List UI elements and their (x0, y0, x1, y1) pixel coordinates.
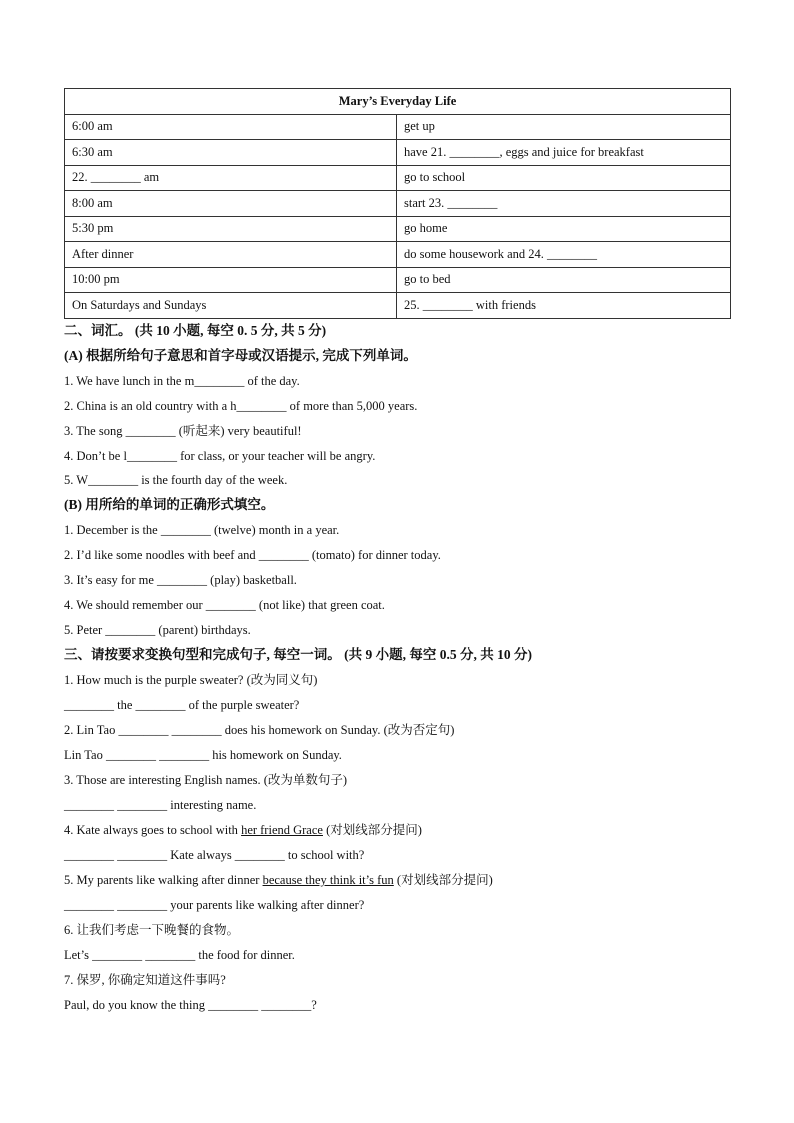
activity-cell: have 21. ________, eggs and juice for breakfast (397, 140, 731, 166)
question-line: 1. How much is the purple sweater? (改为同义句) (64, 673, 318, 687)
time-cell: After dinner (65, 242, 397, 268)
section-2-heading: 二、词汇。 (共 10 小题, 每空 0. 5 分, 共 5 分) (64, 323, 327, 338)
activity-cell: do some housework and 24. ________ (397, 242, 731, 268)
answer-line: ________ the ________ of the purple sweater? (64, 698, 300, 712)
question-text: 5. My parents like walking after dinner (64, 873, 263, 887)
underlined-phrase: her friend Grace (241, 823, 323, 837)
schedule-table (64, 88, 731, 319)
activity-cell: go home (397, 216, 731, 242)
time-cell: On Saturdays and Sundays (65, 293, 397, 319)
question-line (64, 872, 493, 888)
underlined-phrase: because they think it’s fun (262, 873, 394, 887)
time-cell: 5:30 pm (65, 216, 397, 242)
instruction-text: (对划线部分提问) (393, 873, 493, 887)
activity-cell: 25. ________ with friends (397, 293, 731, 319)
question-line: 2. China is an old country with a h________ of more than 5,000 years. (64, 399, 418, 413)
part-b-title: (B) 用所给的单词的正确形式填空。 (64, 497, 275, 512)
table-row (65, 267, 731, 293)
question-line: 6. 让我们考虑一下晚餐的食物。 (64, 923, 240, 937)
activity-cell: go to school (397, 165, 731, 191)
time-cell: 10:00 pm (65, 267, 397, 293)
table-row (65, 114, 731, 140)
answer-line: Paul, do you know the thing ________ ________? (64, 998, 317, 1012)
table-row (65, 216, 731, 242)
question-line: 7. 保罗, 你确定知道这件事吗? (64, 973, 226, 987)
question-line: 1. We have lunch in the m________ of the day. (64, 374, 300, 388)
question-line: 2. I’d like some noodles with beef and ________ (tomato) for dinner today. (64, 548, 441, 562)
table-row (65, 293, 731, 319)
time-cell: 22. ________ am (65, 165, 397, 191)
activity-cell: get up (397, 114, 731, 140)
answer-line: ________ ________ your parents like walking after dinner? (64, 898, 365, 912)
question-line: 4. Don’t be l________ for class, or your teacher will be angry. (64, 449, 376, 463)
table-row (65, 242, 731, 268)
instruction-text: (对划线部分提问) (322, 823, 422, 837)
table-row (65, 140, 731, 166)
answer-line: ________ ________ Kate always ________ to school with? (64, 848, 365, 862)
question-line: 2. Lin Tao ________ ________ does his homework on Sunday. (改为否定句) (64, 723, 455, 737)
table-row (65, 191, 731, 217)
question-line: 3. Those are interesting English names. (改为单数句子) (64, 773, 348, 787)
table-header-row (65, 89, 731, 115)
activity-cell: go to bed (397, 267, 731, 293)
section-3-heading: 三、请按要求变换句型和完成句子, 每空一词。 (共 9 小题, 每空 0.5 分, 共 10 分) (64, 647, 532, 662)
question-line: 5. Peter ________ (parent) birthdays. (64, 623, 251, 637)
time-cell: 8:00 am (65, 191, 397, 217)
answer-line: ________ ________ interesting name. (64, 798, 257, 812)
question-line: 1. December is the ________ (twelve) month in a year. (64, 523, 340, 537)
table-row (65, 165, 731, 191)
activity-cell: start 23. ________ (397, 191, 731, 217)
answer-line: Let’s ________ ________ the food for dinner. (64, 948, 295, 962)
question-line: 3. The song ________ (听起来) very beautiful! (64, 424, 302, 438)
question-line: 4. We should remember our ________ (not like) that green coat. (64, 598, 385, 612)
question-line: 3. It’s easy for me ________ (play) basketball. (64, 573, 297, 587)
question-line: 5. W________ is the fourth day of the week. (64, 473, 288, 487)
question-text: 4. Kate always goes to school with (64, 823, 242, 837)
part-a-title: (A) 根据所给句子意思和首字母或汉语提示, 完成下列单词。 (64, 348, 417, 363)
question-line (64, 822, 422, 838)
answer-line: Lin Tao ________ ________ his homework on Sunday. (64, 748, 342, 762)
table-title: Mary’s Everyday Life (65, 89, 731, 115)
time-cell: 6:30 am (65, 140, 397, 166)
time-cell: 6:00 am (65, 114, 397, 140)
